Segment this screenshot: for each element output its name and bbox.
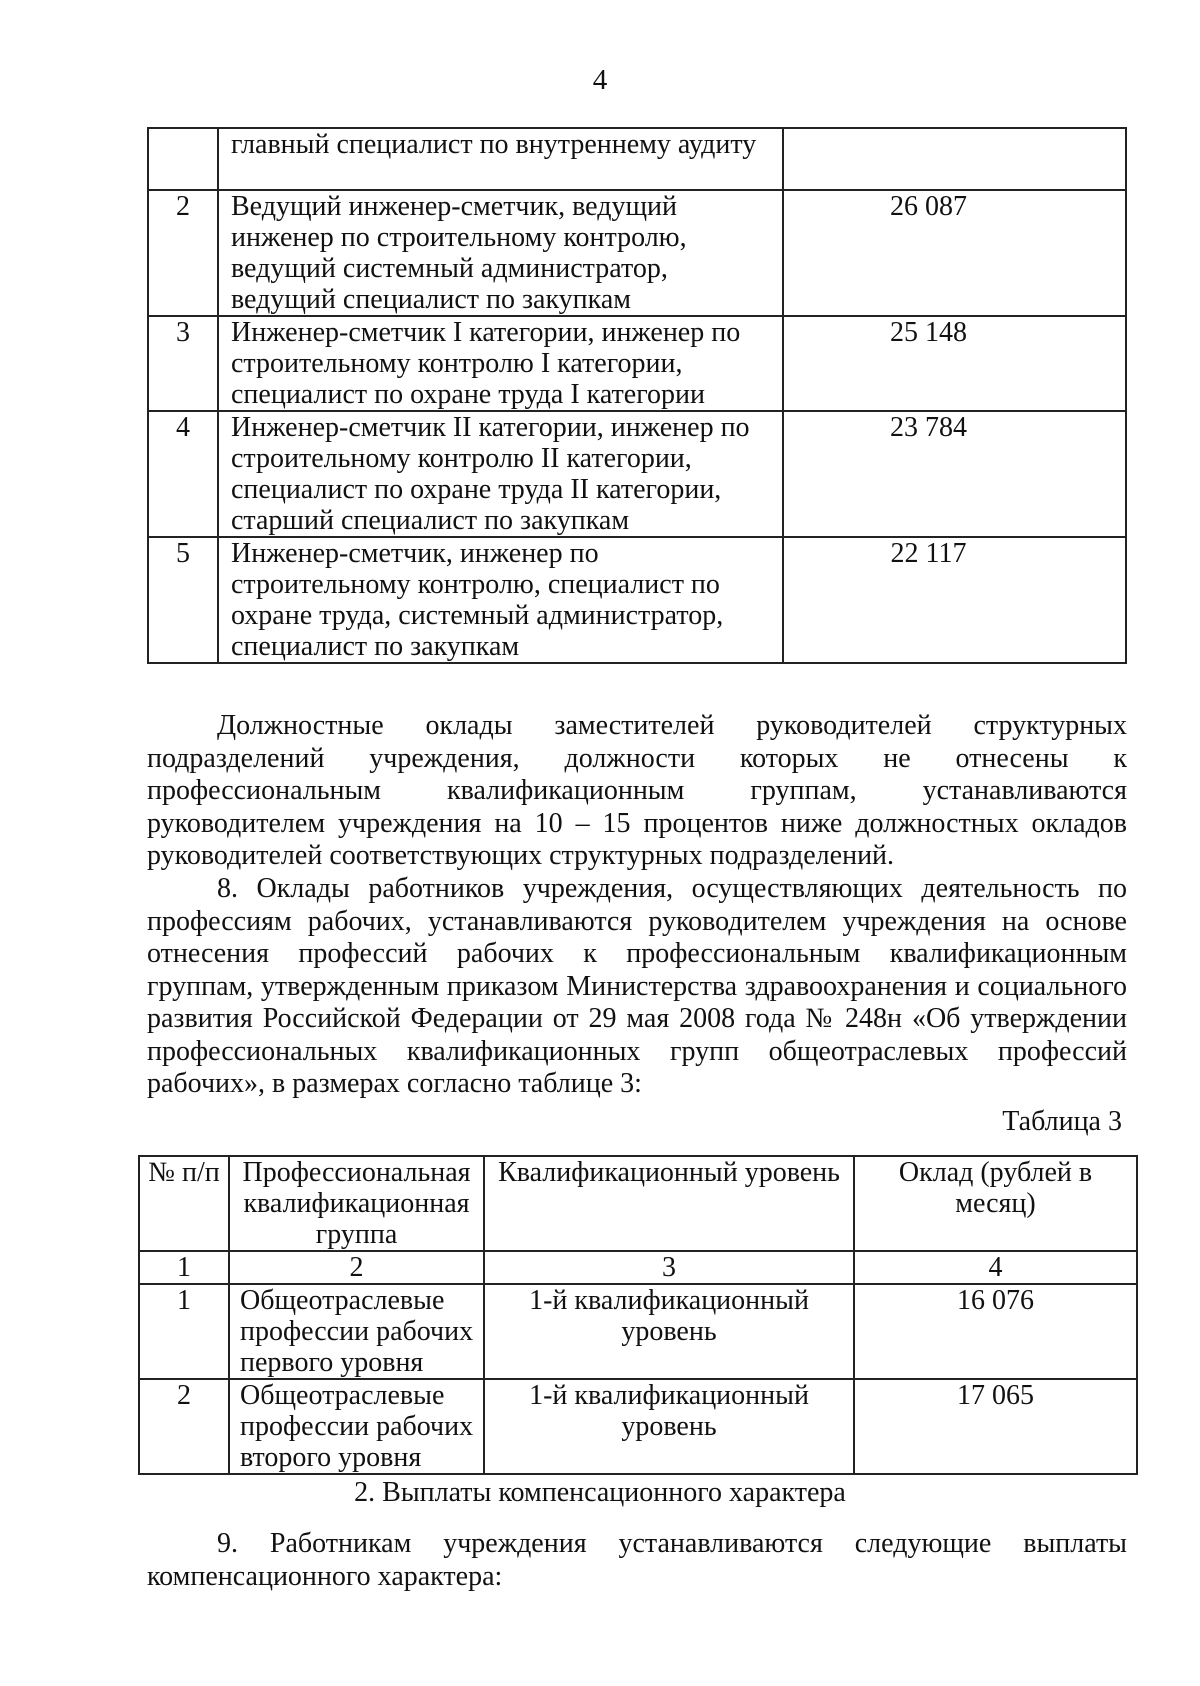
page-number: 4 (592, 64, 608, 96)
salary-value: 22 117 (783, 537, 1126, 663)
paragraph-deputy-salaries: Должностные оклады заместителей руководителей структурных подразделений учреждения, должности которых не отнесены к профессиональным квалификационным группам, устанавливаются руководителем учреждения на 10 – 15 процентов ниже должностных окладов руководителей соответствующих структурных подразделений. (147, 710, 1127, 871)
header-salary: Оклад (рублей в месяц) (854, 1156, 1137, 1251)
table-header-row (139, 1156, 1137, 1251)
column-number-row (139, 1251, 1137, 1284)
table-3 (138, 1155, 1138, 1475)
salary-table-top (147, 127, 1127, 664)
group-name: Общеотраслевые профессии рабочих первого уровня (229, 1284, 484, 1379)
row-number: 3 (148, 316, 218, 411)
salary-value: 25 148 (783, 316, 1126, 411)
table-row (148, 190, 1126, 316)
table-row (148, 411, 1126, 537)
salary-value: 26 087 (783, 190, 1126, 316)
table-row (148, 537, 1126, 663)
header-number: № п/п (139, 1156, 229, 1251)
table-row (148, 316, 1126, 411)
salary-value: 16 076 (854, 1284, 1137, 1379)
table-caption: Таблица 3 (1002, 1106, 1122, 1137)
paragraph-9-compensation: 9. Работникам учреждения устанавливаются следующие выплаты компенсационного характера: (147, 1528, 1127, 1592)
column-number: 3 (484, 1251, 854, 1284)
row-number: 4 (148, 411, 218, 537)
table-row (148, 128, 1126, 190)
salary-value (783, 128, 1126, 190)
row-number: 2 (148, 190, 218, 316)
row-number: 1 (139, 1284, 229, 1379)
row-number (148, 128, 218, 190)
position-name: Инженер-сметчик II категории, инженер по строительному контролю II категории, специалист по охране труда II категории, старший специалист по закупкам (218, 411, 783, 537)
salary-value: 23 784 (783, 411, 1126, 537)
section-title: 2. Выплаты компенсационного характера (354, 1477, 846, 1508)
header-level: Квалификационный уровень (484, 1156, 854, 1251)
position-name: Ведущий инженер-сметчик, ведущий инженер по строительному контролю, ведущий системный администратор, ведущий специалист по закупкам (218, 190, 783, 316)
salary-value: 17 065 (854, 1379, 1137, 1474)
position-name: главный специалист по внутреннему аудиту (218, 128, 783, 190)
row-number: 5 (148, 537, 218, 663)
header-group: Профессиональная квалификационная группа (229, 1156, 484, 1251)
column-number: 2 (229, 1251, 484, 1284)
group-name: Общеотраслевые профессии рабочих второго уровня (229, 1379, 484, 1474)
column-number: 4 (854, 1251, 1137, 1284)
paragraph-8-workers-salaries: 8. Оклады работников учреждения, осуществляющих деятельность по профессиям рабочих, устанавливаются руководителем учреждения на основе отнесения профессий рабочих к профессиональным квалификационным группам, утвержденным приказом Министерства здравоохранения и социального развития Российской Федерации от 29 мая 2008 года № 248н «Об утверждении профессиональных квалификационных групп общеотраслевых профессий рабочих», в размерах согласно таблице 3: (147, 873, 1127, 1099)
table-row (139, 1379, 1137, 1474)
table-row (139, 1284, 1137, 1379)
row-number: 2 (139, 1379, 229, 1474)
position-name: Инженер-сметчик I категории, инженер по строительному контролю I категории, специалист по охране труда I категории (218, 316, 783, 411)
qualification-level: 1-й квалификационный уровень (484, 1284, 854, 1379)
qualification-level: 1-й квалификационный уровень (484, 1379, 854, 1474)
column-number: 1 (139, 1251, 229, 1284)
position-name: Инженер-сметчик, инженер по строительному контролю, специалист по охране труда, системный администратор, специалист по закупкам (218, 537, 783, 663)
